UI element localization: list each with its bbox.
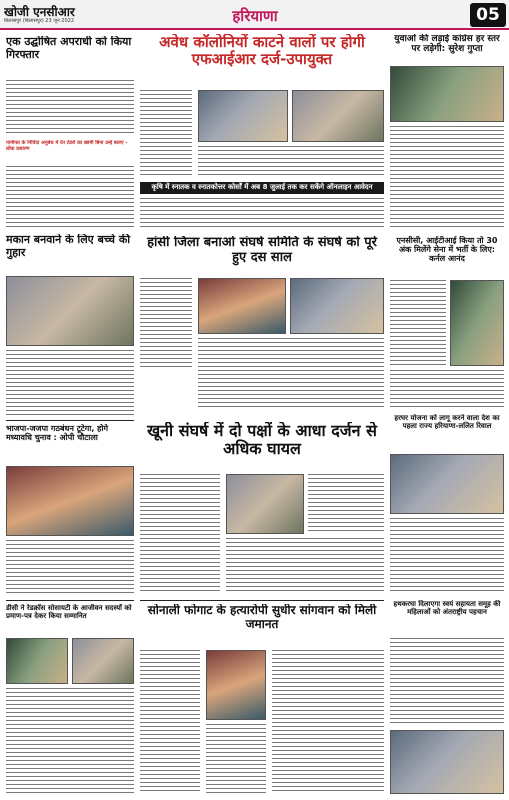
date-line: बिलासपुर (बिलासपुर) 23 जून 2022 <box>4 18 75 24</box>
article-body-hansi-1 <box>140 278 192 368</box>
photo-hansi-committee <box>290 278 384 334</box>
headline-hansi-district: हांसी जिला बनाओ संघर्ष समिति के संघर्ष को पूरे हुए दस साल <box>147 236 377 265</box>
article-body-colonies-1 <box>140 90 192 176</box>
article-body-youth-congress <box>390 126 504 230</box>
photo-youth-congress <box>390 66 504 122</box>
photo-colonies-meeting <box>198 90 288 142</box>
article-body-clash-3 <box>308 474 384 534</box>
article-body-sonali-3 <box>272 650 384 794</box>
photo-sonali-phogat <box>206 650 266 720</box>
headline-youth-congress: युवाओं की लड़ाई कांग्रेस हर स्तर पर लड़ेगी: सुरेश गुप्ता <box>394 34 500 55</box>
headline-clash: खूनी संघर्ष में दो पक्षों के आधा दर्जन से अधिक घायल <box>147 422 377 459</box>
article-body-house-plea <box>6 350 134 416</box>
article-body-sonali-1 <box>140 650 200 794</box>
headline-ncc: एनसीसी, आईटीआई किया तो 30 अंक मिलेंगे सेना में भर्ती के लिए: कर्नल आनंद <box>396 236 498 264</box>
divider-center <box>140 600 384 601</box>
headline-har-ghar: हरघर योजना को लागू करने वाला देश का पहला राज्य हरियाणा-ललित रिवाल <box>394 414 500 431</box>
headline-dc-red-cross: डीसी ने रेडक्रॉस सोसायटी के आजीवन सदस्यों को प्रमाण-पत्र देकर किया सम्मानित <box>6 604 132 621</box>
article-body-clash-2 <box>226 538 384 594</box>
photo-house-plea <box>6 276 134 346</box>
subhead-panchayat: पानीपत के निविदा अनुबंध में रेत टेंडरों का खामी बिना उन्हें बताए - लोक प्रसारण <box>6 140 128 152</box>
article-body-sonali-2 <box>206 724 266 794</box>
headline-illegal-colonies: अवेध कॉलोनियों काटने वालों पर होगी एफआईआर दर्ज-उपायुक्त <box>159 34 365 69</box>
article-body-har-ghar <box>390 518 504 594</box>
article-body-agriculture <box>140 198 384 228</box>
article-body-colonies-2 <box>198 146 384 176</box>
photo-clash-injured <box>226 474 304 534</box>
article-body-hansi-2 <box>198 338 384 408</box>
article-body-clash-1 <box>140 474 220 594</box>
photo-ncc-colonel <box>450 280 504 366</box>
divider-left <box>6 420 134 421</box>
photo-dc-1 <box>6 638 68 684</box>
photo-hansi-meeting <box>198 278 286 334</box>
banner-agriculture-admission: कृषि में स्नातक व स्नातकोत्तर कोर्सों में अब 8 जुलाई तक कर सकेंगे ऑनलाइन आवेदन <box>140 182 384 194</box>
article-body-panchayat <box>6 166 134 230</box>
article-body-arrest <box>6 80 134 136</box>
headline-bjp-jjp: भाजपा-जजपा गठबंधन टूटेगा, होगे मध्यावधि चुनाव : ओपी चौटाला <box>6 424 108 443</box>
headline-house-plea: मकान बनवाने के लिए बच्चे की गुहार <box>6 234 131 259</box>
newspaper-logo: खोजी एनसीआर <box>4 5 75 17</box>
article-body-bjp-jjp <box>6 540 134 596</box>
article-body-handloom <box>390 638 504 726</box>
article-body-dc <box>6 688 134 794</box>
divider-left-2 <box>6 600 134 601</box>
photo-har-ghar <box>390 454 504 514</box>
page-number: 05 <box>470 3 506 27</box>
headline-arrest: एक उद्घोषित अपराधी को किया गिरफ्तार <box>6 36 132 61</box>
photo-dc-2 <box>72 638 134 684</box>
photo-op-chautala <box>6 466 134 536</box>
headline-handloom: हथकरघा दिलाएगा स्वयं सहायता समूह की महिलाओं को अंतराष्ट्रीय पहचान <box>393 600 501 617</box>
headline-sonali: सोनाली फोगाट के हत्यारोपी सुधीर सांगवान को मिली जमानत <box>147 604 377 631</box>
article-body-ncc-2 <box>390 370 504 410</box>
section-title: हरियाणा <box>232 7 278 24</box>
photo-colonies-officials <box>292 90 384 142</box>
photo-handloom <box>390 730 504 794</box>
article-body-ncc <box>390 280 446 366</box>
